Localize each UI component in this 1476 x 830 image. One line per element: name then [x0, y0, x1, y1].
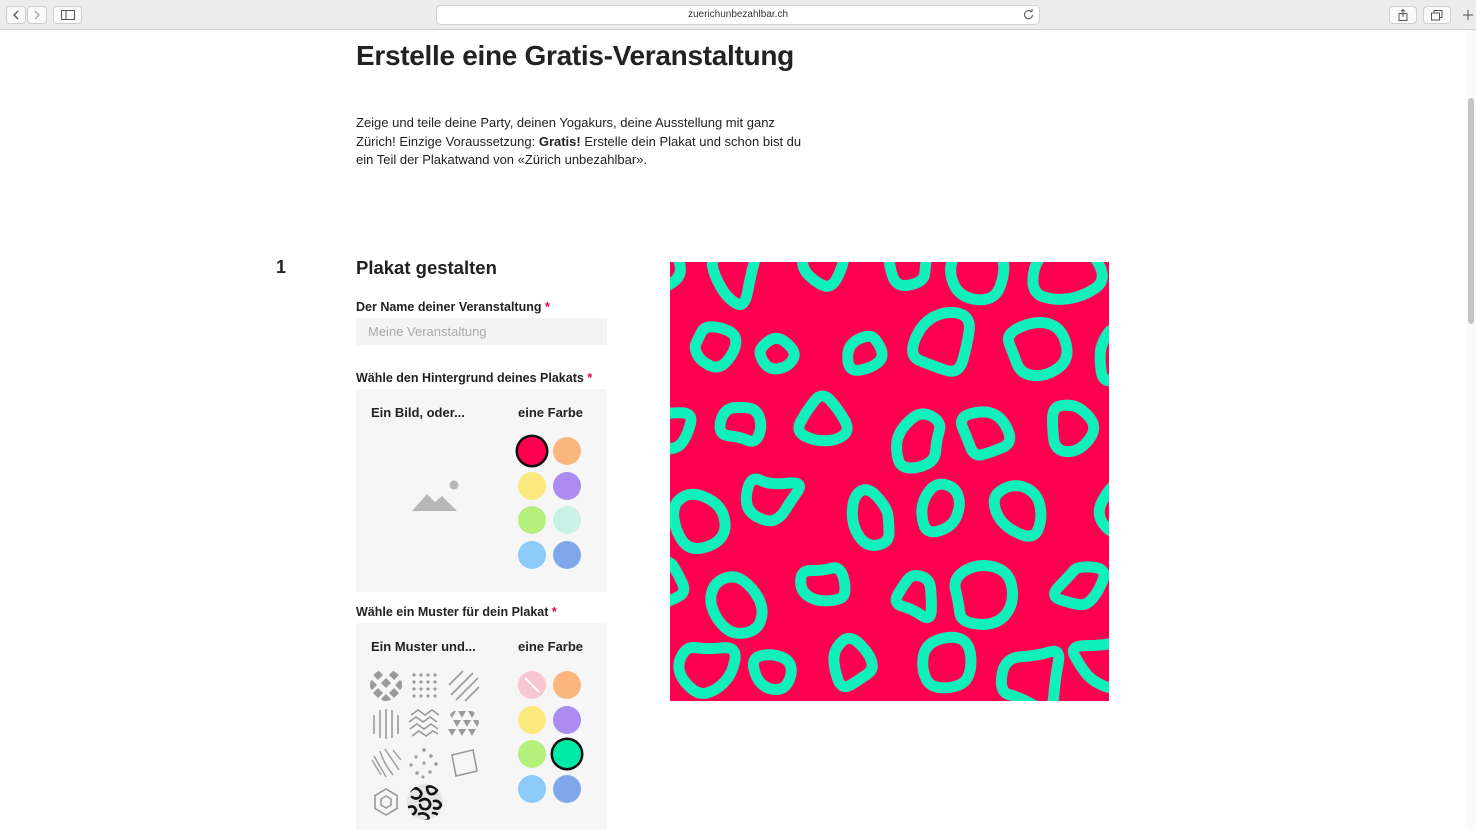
waves-pattern-icon[interactable]	[407, 707, 441, 741]
forward-button[interactable]	[27, 6, 47, 24]
squares-pattern-icon[interactable]	[446, 746, 480, 780]
url-text: zuerichunbezahlbar.ch	[687, 9, 789, 20]
scatter-dots-pattern-icon[interactable]	[407, 746, 441, 780]
no-color-icon	[518, 671, 546, 699]
share-icon	[1398, 9, 1408, 21]
background-color-swatch-5[interactable]	[518, 506, 546, 534]
chevron-right-icon	[33, 10, 41, 20]
poster-preview	[670, 262, 1109, 701]
tabs-overview-button[interactable]	[1423, 6, 1451, 24]
poster-pattern-graphic	[670, 262, 1109, 701]
hexagon-pattern-icon[interactable]	[369, 785, 403, 819]
label-text: Wähle ein Muster für dein Plakat	[356, 605, 549, 619]
pattern-color-swatch-4[interactable]	[553, 706, 581, 734]
diamond-pattern-icon[interactable]	[369, 668, 403, 702]
label-text: Der Name deiner Veranstaltung	[356, 300, 542, 314]
pattern-color-swatch-6[interactable]	[553, 740, 581, 768]
required-marker: *	[587, 371, 593, 385]
background-color-swatch-6[interactable]	[553, 506, 581, 534]
pattern-color-swatch-7[interactable]	[518, 775, 546, 803]
vertical-lines-pattern-icon[interactable]	[369, 707, 403, 741]
pattern-color-swatch-1[interactable]	[518, 671, 546, 699]
browser-toolbar	[0, 0, 1476, 30]
dots-grid-pattern-icon[interactable]	[407, 668, 441, 702]
tabs-icon	[1431, 10, 1443, 21]
step-number: 1	[276, 257, 287, 277]
pattern-color-swatch-2[interactable]	[553, 671, 581, 699]
pattern-color-heading: eine Farbe	[518, 639, 584, 654]
background-color-swatch-7[interactable]	[518, 541, 546, 569]
background-label	[356, 371, 592, 385]
intro-text-part: Erstelle dein Plakat und schon bist du ein Teil der Plakatwand von «Zürich unbezahlbar».	[356, 133, 802, 167]
page-title: Erstelle eine Gratis-Veranstaltung	[356, 40, 794, 71]
blob-pattern-icon[interactable]	[406, 783, 444, 821]
scrollbar-thumb[interactable]	[1468, 98, 1474, 324]
pattern-color-swatch-5[interactable]	[518, 740, 546, 768]
pattern-color-swatch-3[interactable]	[518, 706, 546, 734]
sidebar-icon	[61, 10, 75, 20]
pattern-heading: Ein Muster und...	[371, 639, 476, 654]
pattern-color-swatch-8[interactable]	[553, 775, 581, 803]
background-color-heading: eine Farbe	[518, 405, 584, 420]
address-bar[interactable]	[436, 5, 1040, 25]
plus-icon	[1463, 10, 1473, 20]
event-name-input[interactable]	[356, 318, 607, 345]
section-title: Plakat gestalten	[356, 257, 497, 278]
label-text: Wähle den Hintergrund deines Plakats	[356, 371, 584, 385]
background-color-swatch-4[interactable]	[553, 472, 581, 500]
intro-emphasis: Gratis!	[538, 133, 581, 149]
share-button[interactable]	[1389, 6, 1417, 24]
background-panel	[356, 389, 607, 592]
pattern-panel	[356, 623, 607, 830]
background-color-swatch-3[interactable]	[518, 472, 546, 500]
event-name-label	[356, 300, 550, 314]
sidebar-toggle-button[interactable]	[53, 6, 82, 24]
new-tab-button[interactable]	[1460, 6, 1476, 24]
triangles-pattern-icon[interactable]	[446, 707, 480, 741]
reload-icon[interactable]	[1023, 9, 1034, 20]
diagonal-lines-pattern-icon[interactable]	[446, 668, 480, 702]
chevron-left-icon	[12, 10, 20, 20]
image-icon	[411, 479, 459, 513]
background-color-swatch-2[interactable]	[553, 437, 581, 465]
back-button[interactable]	[6, 6, 26, 24]
background-color-swatch-1[interactable]	[518, 437, 546, 465]
required-marker: *	[551, 605, 557, 619]
required-marker: *	[544, 300, 550, 314]
background-color-swatch-8[interactable]	[553, 541, 581, 569]
intro-text	[356, 114, 816, 170]
pattern-label	[356, 605, 557, 619]
image-upload-button[interactable]	[411, 479, 459, 518]
image-heading: Ein Bild, oder...	[371, 405, 465, 420]
scratch-pattern-icon[interactable]	[369, 746, 403, 780]
intro-text-part: Zeige und teile deine Party, deinen Yogakurs, deine Ausstellung mit ganz Zürich! Einzige Voraussetzung:	[356, 115, 775, 149]
